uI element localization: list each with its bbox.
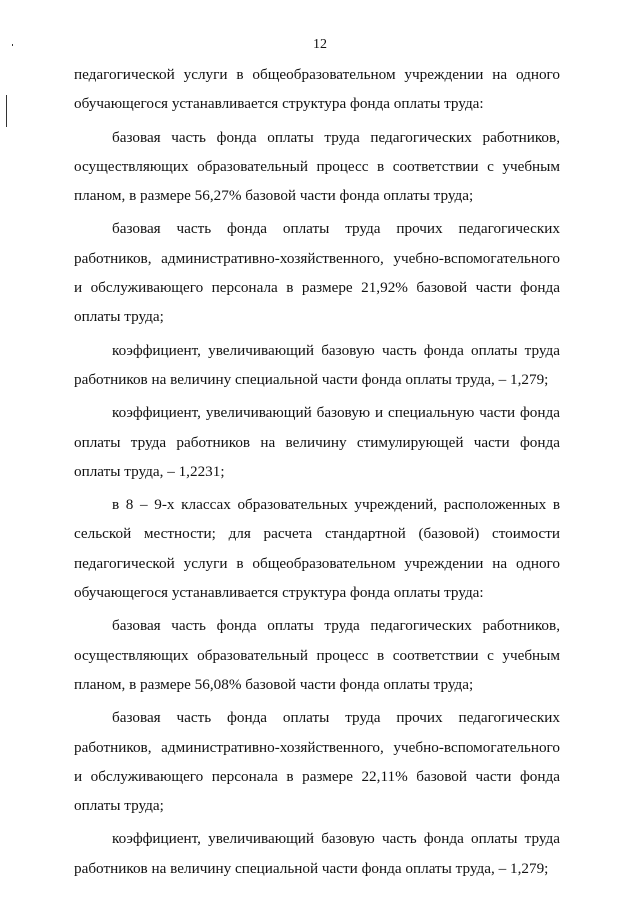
paragraph-1: педагогической услуги в общеобразовательном учреждении на одного обучающегося устанавливается структура фонда оплаты труда: bbox=[74, 66, 560, 113]
paragraph-4: коэффициент, увеличивающий базовую часть фонда оплаты труда работников на величину специальной части фонда оплаты труда, – 1,279; bbox=[74, 341, 560, 388]
scan-artifact-left bbox=[6, 95, 7, 127]
paragraph-6: в 8 – 9-х классах образовательных учреждений, расположенных в сельской местности; для расчета стандартной (базовой) стоимости педагогической услуги в общеобразовательном учреждении на одного обучающегося устанавливается структура фонда оплаты труда: bbox=[74, 496, 560, 602]
document-body bbox=[74, 60, 560, 883]
paragraph-5: коэффициент, увеличивающий базовую и специальную части фонда оплаты труда работников на величину стимулирующей части фонда оплаты труда, – 1,2231; bbox=[74, 404, 560, 480]
paragraph-2: базовая часть фонда оплаты труда педагогических работников, осуществляющих образовательный процесс в соответствии с учебным планом, в размере 56,27% базовой части фонда оплаты труда; bbox=[74, 128, 560, 205]
page-number: 12 bbox=[313, 37, 327, 52]
paragraph-3: базовая часть фонда оплаты труда прочих педагогических работников, административно-хозяйственного, учебно-вспомогательного и обслуживающего персонала в размере 21,92% базовой части фонда оплаты труда; bbox=[74, 220, 560, 326]
paragraph-7: базовая часть фонда оплаты труда педагогических работников, осуществляющих образовательный процесс в соответствии с учебным планом, в размере 56,08% базовой части фонда оплаты труда; bbox=[74, 617, 560, 693]
paragraph-9: коэффициент, увеличивающий базовую часть фонда оплаты труда работников на величину специальной части фонда оплаты труда, – 1,279; bbox=[74, 830, 560, 877]
paragraph-8: базовая часть фонда оплаты труда прочих педагогических работников, административно-хозяйственного, учебно-вспомогательного и обслуживающего персонала в размере 22,11% базовой части фонда оплаты труда; bbox=[74, 709, 560, 815]
